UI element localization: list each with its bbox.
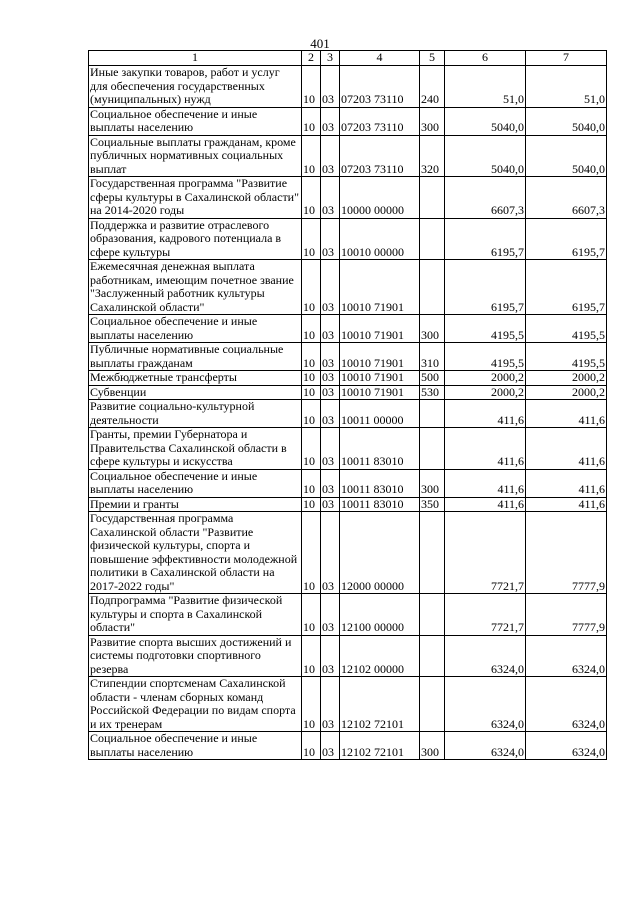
row-section: 10 xyxy=(302,218,321,260)
table-row xyxy=(89,732,607,760)
row-subsection: 03 xyxy=(321,66,340,108)
row-name: Развитие спорта высших достижений и системы подготовки спортивного резерва xyxy=(89,635,302,677)
row-name: Стипендии спортсменам Сахалинской области - членам сборных команд Российской Федерации по видам спорта и их тренерам xyxy=(89,677,302,732)
row-subsection: 03 xyxy=(321,428,340,470)
row-section: 10 xyxy=(302,400,321,428)
row-expense-type: 500 xyxy=(420,371,445,386)
row-value-6: 7721,7 xyxy=(445,512,526,594)
row-value-7: 6324,0 xyxy=(526,677,607,732)
table-row xyxy=(89,66,607,108)
table-row xyxy=(89,400,607,428)
row-value-7: 7777,9 xyxy=(526,594,607,636)
row-target-code: 12000 00000 xyxy=(340,512,420,594)
table-row xyxy=(89,343,607,371)
row-expense-type: 300 xyxy=(420,315,445,343)
row-expense-type xyxy=(420,177,445,219)
row-value-6: 6324,0 xyxy=(445,732,526,760)
row-value-7: 411,6 xyxy=(526,497,607,512)
row-name: Социальное обеспечение и иные выплаты населению xyxy=(89,732,302,760)
row-value-7: 51,0 xyxy=(526,66,607,108)
table-row xyxy=(89,635,607,677)
row-subsection: 03 xyxy=(321,135,340,177)
row-expense-type: 320 xyxy=(420,135,445,177)
table-row xyxy=(89,512,607,594)
row-value-7: 6324,0 xyxy=(526,732,607,760)
row-subsection: 03 xyxy=(321,400,340,428)
table-row xyxy=(89,177,607,219)
row-target-code: 12102 72101 xyxy=(340,677,420,732)
row-value-7: 2000,2 xyxy=(526,385,607,400)
column-header: 3 xyxy=(321,51,340,66)
row-name: Гранты, премии Губернатора и Правительства Сахалинской области в сфере культуры и искусства xyxy=(89,428,302,470)
table-row xyxy=(89,260,607,315)
row-expense-type xyxy=(420,428,445,470)
row-value-6: 6324,0 xyxy=(445,677,526,732)
table-row xyxy=(89,218,607,260)
column-header: 6 xyxy=(445,51,526,66)
row-expense-type: 300 xyxy=(420,732,445,760)
row-subsection: 03 xyxy=(321,371,340,386)
row-target-code: 10010 71901 xyxy=(340,315,420,343)
row-subsection: 03 xyxy=(321,218,340,260)
table-row xyxy=(89,594,607,636)
row-target-code: 10010 00000 xyxy=(340,218,420,260)
row-value-7: 6324,0 xyxy=(526,635,607,677)
row-subsection: 03 xyxy=(321,107,340,135)
row-section: 10 xyxy=(302,343,321,371)
column-header: 7 xyxy=(526,51,607,66)
row-section: 10 xyxy=(302,512,321,594)
row-name: Развитие социально-культурной деятельности xyxy=(89,400,302,428)
row-value-6: 411,6 xyxy=(445,497,526,512)
row-subsection: 03 xyxy=(321,677,340,732)
row-subsection: 03 xyxy=(321,315,340,343)
table-row xyxy=(89,135,607,177)
row-expense-type: 350 xyxy=(420,497,445,512)
row-section: 10 xyxy=(302,385,321,400)
column-header: 5 xyxy=(420,51,445,66)
row-value-6: 2000,2 xyxy=(445,371,526,386)
row-target-code: 10010 71901 xyxy=(340,343,420,371)
table-row xyxy=(89,497,607,512)
row-subsection: 03 xyxy=(321,260,340,315)
row-value-6: 2000,2 xyxy=(445,385,526,400)
row-section: 10 xyxy=(302,66,321,108)
row-name: Государственная программа "Развитие сферы культуры в Сахалинской области" на 2014-2020 годы xyxy=(89,177,302,219)
row-value-7: 2000,2 xyxy=(526,371,607,386)
row-expense-type xyxy=(420,512,445,594)
row-section: 10 xyxy=(302,594,321,636)
row-name: Субвенции xyxy=(89,385,302,400)
row-value-7: 6607,3 xyxy=(526,177,607,219)
table-row xyxy=(89,677,607,732)
row-subsection: 03 xyxy=(321,635,340,677)
row-section: 10 xyxy=(302,732,321,760)
row-name: Государственная программа Сахалинской области "Развитие физической культуры, спорта и повышение эффективности молодежной политики в Сахалинской области на 2017-2022 годы" xyxy=(89,512,302,594)
row-name: Социальные выплаты гражданам, кроме публичных нормативных социальных выплат xyxy=(89,135,302,177)
row-target-code: 10011 83010 xyxy=(340,497,420,512)
row-section: 10 xyxy=(302,177,321,219)
row-expense-type: 310 xyxy=(420,343,445,371)
row-value-7: 5040,0 xyxy=(526,135,607,177)
row-target-code: 10011 83010 xyxy=(340,428,420,470)
row-expense-type xyxy=(420,400,445,428)
row-section: 10 xyxy=(302,315,321,343)
row-expense-type xyxy=(420,260,445,315)
row-value-7: 4195,5 xyxy=(526,343,607,371)
row-expense-type: 300 xyxy=(420,107,445,135)
row-section: 10 xyxy=(302,469,321,497)
row-expense-type xyxy=(420,677,445,732)
row-subsection: 03 xyxy=(321,732,340,760)
row-value-6: 6607,3 xyxy=(445,177,526,219)
budget-table xyxy=(88,50,607,760)
row-value-7: 411,6 xyxy=(526,469,607,497)
row-name: Поддержка и развитие отраслевого образования, кадрового потенциала в сфере культуры xyxy=(89,218,302,260)
row-name: Межбюджетные трансферты xyxy=(89,371,302,386)
row-value-6: 411,6 xyxy=(445,469,526,497)
row-section: 10 xyxy=(302,428,321,470)
row-value-6: 5040,0 xyxy=(445,107,526,135)
row-value-6: 4195,5 xyxy=(445,315,526,343)
row-expense-type: 240 xyxy=(420,66,445,108)
table-row xyxy=(89,107,607,135)
row-name: Подпрограмма "Развитие физической культуры и спорта в Сахалинской области" xyxy=(89,594,302,636)
row-subsection: 03 xyxy=(321,177,340,219)
row-value-6: 5040,0 xyxy=(445,135,526,177)
row-value-6: 6324,0 xyxy=(445,635,526,677)
row-target-code: 07203 73110 xyxy=(340,66,420,108)
row-value-7: 5040,0 xyxy=(526,107,607,135)
row-section: 10 xyxy=(302,135,321,177)
row-section: 10 xyxy=(302,260,321,315)
column-header: 2 xyxy=(302,51,321,66)
row-value-6: 6195,7 xyxy=(445,260,526,315)
row-name: Социальное обеспечение и иные выплаты населению xyxy=(89,107,302,135)
row-target-code: 10010 71901 xyxy=(340,385,420,400)
row-subsection: 03 xyxy=(321,469,340,497)
row-value-7: 411,6 xyxy=(526,400,607,428)
row-target-code: 12102 72101 xyxy=(340,732,420,760)
row-subsection: 03 xyxy=(321,343,340,371)
column-header: 4 xyxy=(340,51,420,66)
row-name: Премии и гранты xyxy=(89,497,302,512)
row-value-6: 6195,7 xyxy=(445,218,526,260)
row-expense-type: 300 xyxy=(420,469,445,497)
header-row xyxy=(89,51,607,66)
row-section: 10 xyxy=(302,497,321,512)
row-target-code: 10000 00000 xyxy=(340,177,420,219)
row-value-6: 51,0 xyxy=(445,66,526,108)
row-target-code: 10010 71901 xyxy=(340,260,420,315)
row-value-7: 7777,9 xyxy=(526,512,607,594)
row-value-7: 4195,5 xyxy=(526,315,607,343)
row-name: Публичные нормативные социальные выплаты гражданам xyxy=(89,343,302,371)
row-value-6: 411,6 xyxy=(445,400,526,428)
row-expense-type: 530 xyxy=(420,385,445,400)
row-value-6: 7721,7 xyxy=(445,594,526,636)
table-row xyxy=(89,428,607,470)
row-name: Социальное обеспечение и иные выплаты населению xyxy=(89,315,302,343)
row-expense-type xyxy=(420,635,445,677)
row-target-code: 10011 83010 xyxy=(340,469,420,497)
row-value-7: 6195,7 xyxy=(526,218,607,260)
row-expense-type xyxy=(420,218,445,260)
table-row xyxy=(89,371,607,386)
row-subsection: 03 xyxy=(321,512,340,594)
row-subsection: 03 xyxy=(321,497,340,512)
row-name: Иные закупки товаров, работ и услуг для обеспечения государственных (муниципальных) нужд xyxy=(89,66,302,108)
row-name: Социальное обеспечение и иные выплаты населению xyxy=(89,469,302,497)
row-target-code: 12102 00000 xyxy=(340,635,420,677)
row-target-code: 07203 73110 xyxy=(340,135,420,177)
page-number: 401 xyxy=(310,36,330,51)
row-section: 10 xyxy=(302,635,321,677)
row-section: 10 xyxy=(302,371,321,386)
row-value-7: 411,6 xyxy=(526,428,607,470)
column-header: 1 xyxy=(89,51,302,66)
row-name: Ежемесячная денежная выплата работникам, имеющим почетное звание "Заслуженный работник культуры Сахалинской области" xyxy=(89,260,302,315)
row-value-6: 411,6 xyxy=(445,428,526,470)
row-subsection: 03 xyxy=(321,594,340,636)
row-section: 10 xyxy=(302,107,321,135)
row-section: 10 xyxy=(302,677,321,732)
row-value-6: 4195,5 xyxy=(445,343,526,371)
row-expense-type xyxy=(420,594,445,636)
table-row xyxy=(89,315,607,343)
row-value-7: 6195,7 xyxy=(526,260,607,315)
row-subsection: 03 xyxy=(321,385,340,400)
table-row xyxy=(89,469,607,497)
row-target-code: 07203 73110 xyxy=(340,107,420,135)
row-target-code: 10010 71901 xyxy=(340,371,420,386)
row-target-code: 12100 00000 xyxy=(340,594,420,636)
table-row xyxy=(89,385,607,400)
row-target-code: 10011 00000 xyxy=(340,400,420,428)
